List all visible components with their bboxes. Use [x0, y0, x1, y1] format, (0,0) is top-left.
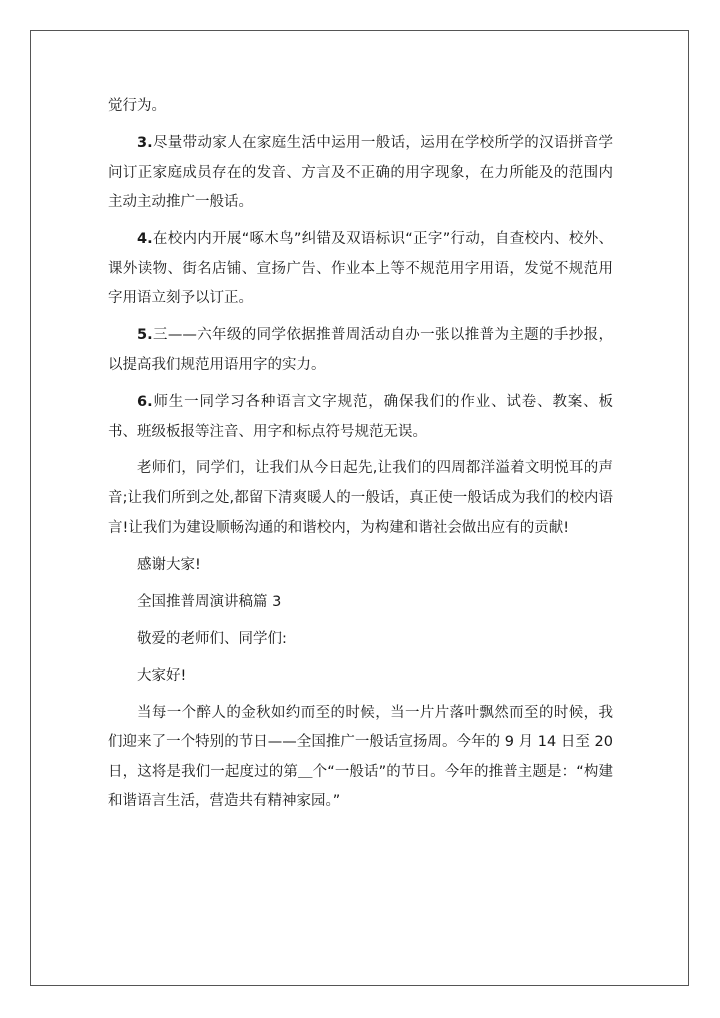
paragraph-text: 感谢大家!: [137, 556, 201, 573]
paragraph-text: 大家好!: [137, 667, 187, 684]
document-body: [108, 92, 613, 824]
paragraph-text: 老师们，同学们，让我们从今日起先,让我们的四周都洋溢着文明悦耳的声音;让我们所到之处,都留下清爽暖人的一般话，真正使一般话成为我们的校内语言!让我们为建设顺畅沟通的和谐校内，为构建和谐社会做出应有的贡献!: [108, 460, 613, 536]
paragraph-text: 尽量带动家人在家庭生活中运用一般话，运用在学校所学的汉语拼音学问订正家庭成员存在的发音、方言及不正确的用字现象，在力所能及的范围内主动主动推广一般话。: [108, 134, 613, 211]
section-heading: [108, 588, 613, 618]
paragraph-thanks: [108, 551, 613, 581]
paragraph-item-4: [108, 225, 613, 314]
paragraph-item-6: [108, 388, 613, 447]
paragraph-salutation: [108, 625, 613, 655]
paragraph-text: 敬爱的老师们、同学们:: [137, 630, 287, 647]
paragraph-greeting: [108, 662, 613, 692]
paragraph-text: 三——六年级的同学依据推普周活动自办一张以推普为主题的手抄报，以提高我们规范用语用字的实力。: [108, 327, 613, 373]
paragraph-item-3: [108, 129, 613, 218]
paragraph-item-5: [108, 321, 613, 380]
paragraph-continuation: [108, 92, 613, 122]
paragraph-text: 在校内内开展“啄木鸟”纠错及双语标识“正字”行动，自查校内、校外、课外读物、街名店铺、宣扬广告、作业本上等不规范用字用语，发觉不规范用字用语立刻予以订正。: [108, 231, 613, 307]
paragraph-text: 师生一同学习各种语言文字规范，确保我们的作业、试卷、教案、板书、班级板报等注音、用字和标点符号规范无误。: [108, 393, 613, 440]
item-number: 3.: [137, 134, 153, 151]
paragraph-text: 全国推普周演讲稿篇 3: [137, 593, 282, 610]
paragraph-text: 当每一个醉人的金秋如约而至的时候，当一片片落叶飘然而至的时候，我们迎来了一个特别的节日——全国推广一般话宣扬周。今年的 9 月 14 日至 20 日，这将是我们一起度过的第＿个“一般话”的节日。今年的推普主题是：“构建和谐语言生活，营造共有精神家园。”: [108, 704, 613, 810]
paragraph-appeal: [108, 454, 613, 543]
paragraph-text: 觉行为。: [108, 98, 166, 114]
item-number: 5.: [137, 327, 153, 344]
paragraph-intro: [108, 699, 613, 817]
item-number: 6.: [137, 393, 153, 410]
item-number: 4.: [137, 231, 153, 248]
